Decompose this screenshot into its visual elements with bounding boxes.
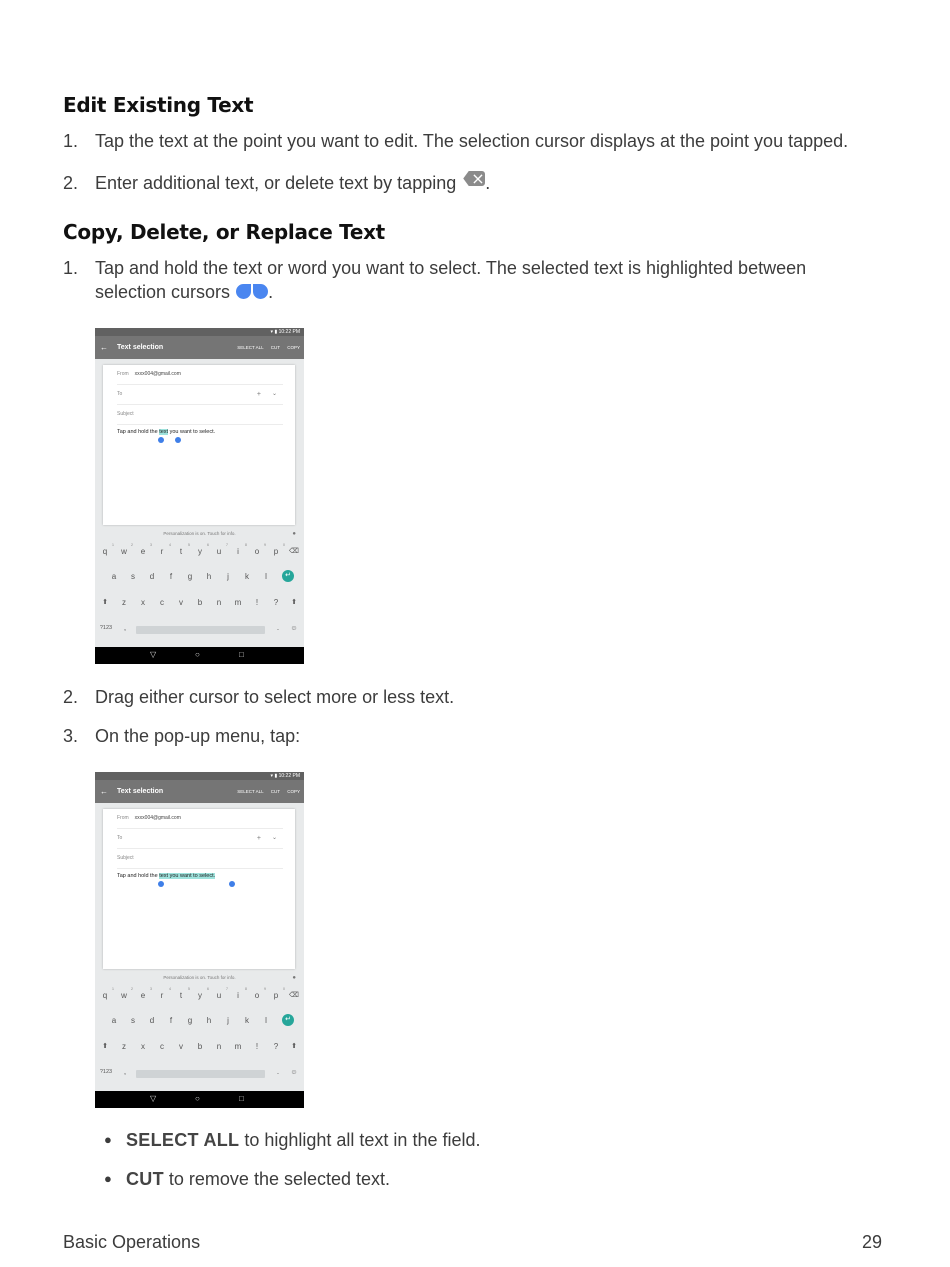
key: a (111, 572, 117, 581)
heading-edit-existing-text: Edit Existing Text (63, 93, 254, 117)
navigation-bar (95, 1091, 304, 1108)
nav-back-icon: ▽ (150, 650, 157, 659)
key-hint: 1 (112, 543, 114, 547)
key: p (273, 547, 279, 556)
key: b (197, 1042, 203, 1051)
app-bar (95, 336, 304, 359)
key-hint: 1 (112, 987, 114, 991)
key: s (131, 572, 135, 581)
page-number: 29 (861, 1232, 882, 1252)
body-before: Tap and hold the (117, 429, 160, 435)
key: d (149, 1016, 155, 1025)
key: i (237, 991, 239, 1000)
key: l (265, 1016, 267, 1025)
key-hint: 6 (207, 987, 209, 991)
emoji-icon: ☺ (290, 1069, 298, 1076)
key: m (234, 598, 242, 607)
key-hint: 0 (283, 543, 285, 547)
list-number: 2. (63, 173, 79, 193)
key-hint: 9 (264, 543, 266, 547)
key-hint: 5 (188, 543, 190, 547)
key-hint: 2 (131, 987, 133, 991)
bullet-item (104, 1167, 390, 1191)
key-hint: 4 (169, 543, 171, 547)
key: n (216, 598, 222, 607)
bullet-dot-icon: ● (104, 1171, 112, 1186)
suggestion-text: Personalization is on. Touch for info. (163, 975, 236, 980)
cut-action: CUT (270, 345, 280, 350)
nav-home-icon: ○ (195, 1094, 200, 1103)
key: j (227, 572, 229, 581)
keyboard-row-2 (95, 1016, 304, 1040)
nav-recents-icon: □ (239, 650, 244, 659)
keyboard-row-4 (95, 1069, 304, 1093)
key: x (141, 1042, 145, 1051)
keyboard-row-2 (95, 572, 304, 596)
from-row (117, 809, 283, 829)
key-hint: 2 (131, 543, 133, 547)
cut-action: CUT (270, 789, 280, 794)
list-item (63, 685, 455, 709)
nav-home-icon: ○ (195, 650, 200, 659)
from-label: From (117, 815, 129, 821)
key: h (206, 572, 212, 581)
key-hint: 4 (169, 987, 171, 991)
key: ! (255, 598, 259, 607)
app-bar-title: Text selection (117, 344, 164, 351)
bullet-bold: CUT (126, 1169, 164, 1189)
comma-key: , (123, 1067, 127, 1076)
key: h (206, 1016, 212, 1025)
body-text (117, 429, 215, 435)
bullet-text: to remove the selected text. (163, 1169, 391, 1189)
key: s (131, 1016, 135, 1025)
keyboard-row-3 (95, 1042, 304, 1066)
bullet-text: to highlight all text in the field. (239, 1130, 481, 1150)
compose-card (103, 365, 295, 525)
key: g (187, 572, 193, 581)
key: f (169, 1016, 173, 1025)
list-text: On the pop-up menu, tap: (95, 726, 301, 746)
status-time: 10:22 PM (278, 773, 300, 779)
list-text: Tap and hold the text or word you want to select. The selected text is highlighted between selection cursors (95, 258, 807, 302)
to-row (117, 385, 283, 405)
key: r (160, 547, 164, 556)
symbols-key: ?123 (99, 625, 113, 631)
key-hint: 5 (188, 987, 190, 991)
backspace-icon: ⌫ (289, 992, 299, 999)
key-hint: 3 (150, 987, 152, 991)
list-text: Tap the text at the point you want to edit. The selection cursor displays at the point you tapped. (95, 131, 849, 151)
list-item (63, 256, 807, 302)
list-suffix: . (268, 282, 274, 302)
key-hint: 9 (264, 987, 266, 991)
enter-key-icon: ↵ (282, 570, 294, 582)
keyboard-row-3 (95, 598, 304, 622)
key: x (141, 598, 145, 607)
key: r (160, 991, 164, 1000)
to-row (117, 829, 283, 849)
symbols-key: ?123 (99, 1069, 113, 1075)
key: b (197, 598, 203, 607)
key: e (140, 991, 146, 1000)
select-all-action: SELECT ALL (237, 789, 264, 794)
key: i (237, 547, 239, 556)
list-suffix: . (485, 173, 491, 193)
suggestion-strip (95, 528, 304, 540)
list-text: Enter additional text, or delete text by tapping (95, 173, 457, 193)
bullet-item (104, 1128, 481, 1152)
key: n (216, 1042, 222, 1051)
key: z (122, 598, 126, 607)
key: c (160, 1042, 164, 1051)
suggestion-strip (95, 972, 304, 984)
subject-row (117, 405, 283, 425)
list-item (63, 129, 849, 153)
key: y (198, 991, 202, 1000)
key: g (187, 1016, 193, 1025)
body-selected: text you want to select. (159, 873, 216, 879)
copy-action: COPY (287, 789, 300, 794)
space-bar (136, 1070, 265, 1078)
key-hint: 7 (226, 987, 228, 991)
key: ? (273, 598, 279, 607)
key: j (227, 1016, 229, 1025)
list-item (63, 724, 301, 748)
enter-key-icon: ↵ (282, 1014, 294, 1026)
bullet-bold: SELECT ALL (126, 1130, 240, 1150)
key: f (169, 572, 173, 581)
key-hint: 6 (207, 543, 209, 547)
key: a (111, 1016, 117, 1025)
key-hint: 3 (150, 543, 152, 547)
key: ? (273, 1042, 279, 1051)
chevron-down-icon: ⌄ (271, 391, 277, 397)
right-selection-handle (229, 881, 235, 887)
add-contact-icon: + (256, 391, 261, 398)
body-text (117, 873, 215, 879)
key: u (216, 547, 222, 556)
key: q (102, 547, 108, 556)
key: u (216, 991, 222, 1000)
backspace-icon: ⌫ (289, 548, 299, 555)
app-bar (95, 780, 304, 803)
from-value: xxxx004@gmail.com (134, 815, 181, 821)
subject-placeholder: Subject (117, 411, 134, 417)
key: ! (255, 1042, 259, 1051)
mic-icon: ● (292, 531, 296, 537)
nav-recents-icon: □ (239, 1094, 244, 1103)
key: m (234, 1042, 242, 1051)
list-number: 3. (63, 726, 79, 746)
left-selection-handle (158, 881, 164, 887)
key: z (122, 1042, 126, 1051)
phone-screenshot-phrase (95, 772, 304, 1108)
key: v (179, 598, 183, 607)
shift-icon: ⬆ (291, 599, 297, 606)
key: d (149, 572, 155, 581)
status-bar: ▾ ▮ 10:22 PM (95, 772, 304, 780)
mic-icon: ● (292, 975, 296, 981)
action-bar (231, 780, 300, 803)
from-row (117, 365, 283, 385)
app-bar-title: Text selection (117, 788, 164, 795)
key: v (179, 1042, 183, 1051)
copy-action: COPY (287, 345, 300, 350)
left-selection-handle (158, 437, 164, 443)
body-before: Tap and hold the (117, 873, 160, 879)
action-bar (231, 336, 300, 359)
list-number: 1. (63, 131, 79, 151)
subject-placeholder: Subject (117, 855, 134, 861)
list-text-wrap (95, 256, 855, 304)
list-text-wrap (95, 171, 865, 195)
status-time: 10:22 PM (278, 329, 300, 335)
body-selected: text (159, 429, 169, 435)
nav-back-icon: ▽ (150, 1094, 157, 1103)
key: p (273, 991, 279, 1000)
compose-card (103, 809, 295, 969)
key: c (160, 598, 164, 607)
footer-section-name: Basic Operations (63, 1232, 201, 1252)
select-all-action: SELECT ALL (237, 345, 264, 350)
key: q (102, 991, 108, 1000)
keyboard-row-4 (95, 625, 304, 649)
key-hint: 7 (226, 543, 228, 547)
body-after: you want to select. (168, 429, 216, 435)
shift-icon: ⬆ (102, 1043, 108, 1050)
shift-icon: ⬆ (102, 599, 108, 606)
backspace-icon (463, 171, 485, 186)
key: w (121, 991, 127, 1000)
key: t (179, 991, 183, 1000)
to-label: To (117, 835, 123, 841)
comma-key: , (123, 623, 127, 632)
heading-copy-delete-replace: Copy, Delete, or Replace Text (63, 220, 385, 244)
key-hint: 0 (283, 987, 285, 991)
emoji-icon: ☺ (290, 625, 298, 632)
shift-icon: ⬆ (291, 1043, 297, 1050)
key: k (245, 1016, 249, 1025)
key: k (245, 572, 249, 581)
status-bar: ▾ ▮ 10:22 PM (95, 328, 304, 336)
key: w (121, 547, 127, 556)
chevron-down-icon: ⌄ (271, 835, 277, 841)
to-label: To (117, 391, 123, 397)
keyboard-row-1 (95, 985, 304, 1009)
bullet-dot-icon: ● (104, 1132, 112, 1147)
key: y (198, 547, 202, 556)
period-key: . (276, 1067, 280, 1076)
navigation-bar (95, 647, 304, 664)
phone-screenshot-single-word (95, 328, 304, 664)
key-hint: 8 (245, 543, 247, 547)
period-key: . (276, 623, 280, 632)
suggestion-text: Personalization is on. Touch for info. (163, 531, 236, 536)
list-item (63, 171, 491, 195)
key: o (254, 547, 260, 556)
from-value: xxxx004@gmail.com (134, 371, 181, 377)
add-contact-icon: + (256, 835, 261, 842)
subject-row (117, 849, 283, 869)
key: e (140, 547, 146, 556)
list-text: Drag either cursor to select more or less text. (95, 687, 455, 707)
left-selection-cursor-icon (236, 284, 251, 299)
list-number: 2. (63, 687, 79, 707)
key: t (179, 547, 183, 556)
right-selection-handle (175, 437, 181, 443)
space-bar (136, 626, 265, 634)
list-number: 1. (63, 258, 79, 278)
back-arrow-icon: ← (100, 343, 108, 352)
key-hint: 8 (245, 987, 247, 991)
key: o (254, 991, 260, 1000)
keyboard-row-1 (95, 541, 304, 565)
key: l (265, 572, 267, 581)
from-label: From (117, 371, 129, 377)
right-selection-cursor-icon (253, 284, 268, 299)
back-arrow-icon: ← (100, 787, 108, 796)
